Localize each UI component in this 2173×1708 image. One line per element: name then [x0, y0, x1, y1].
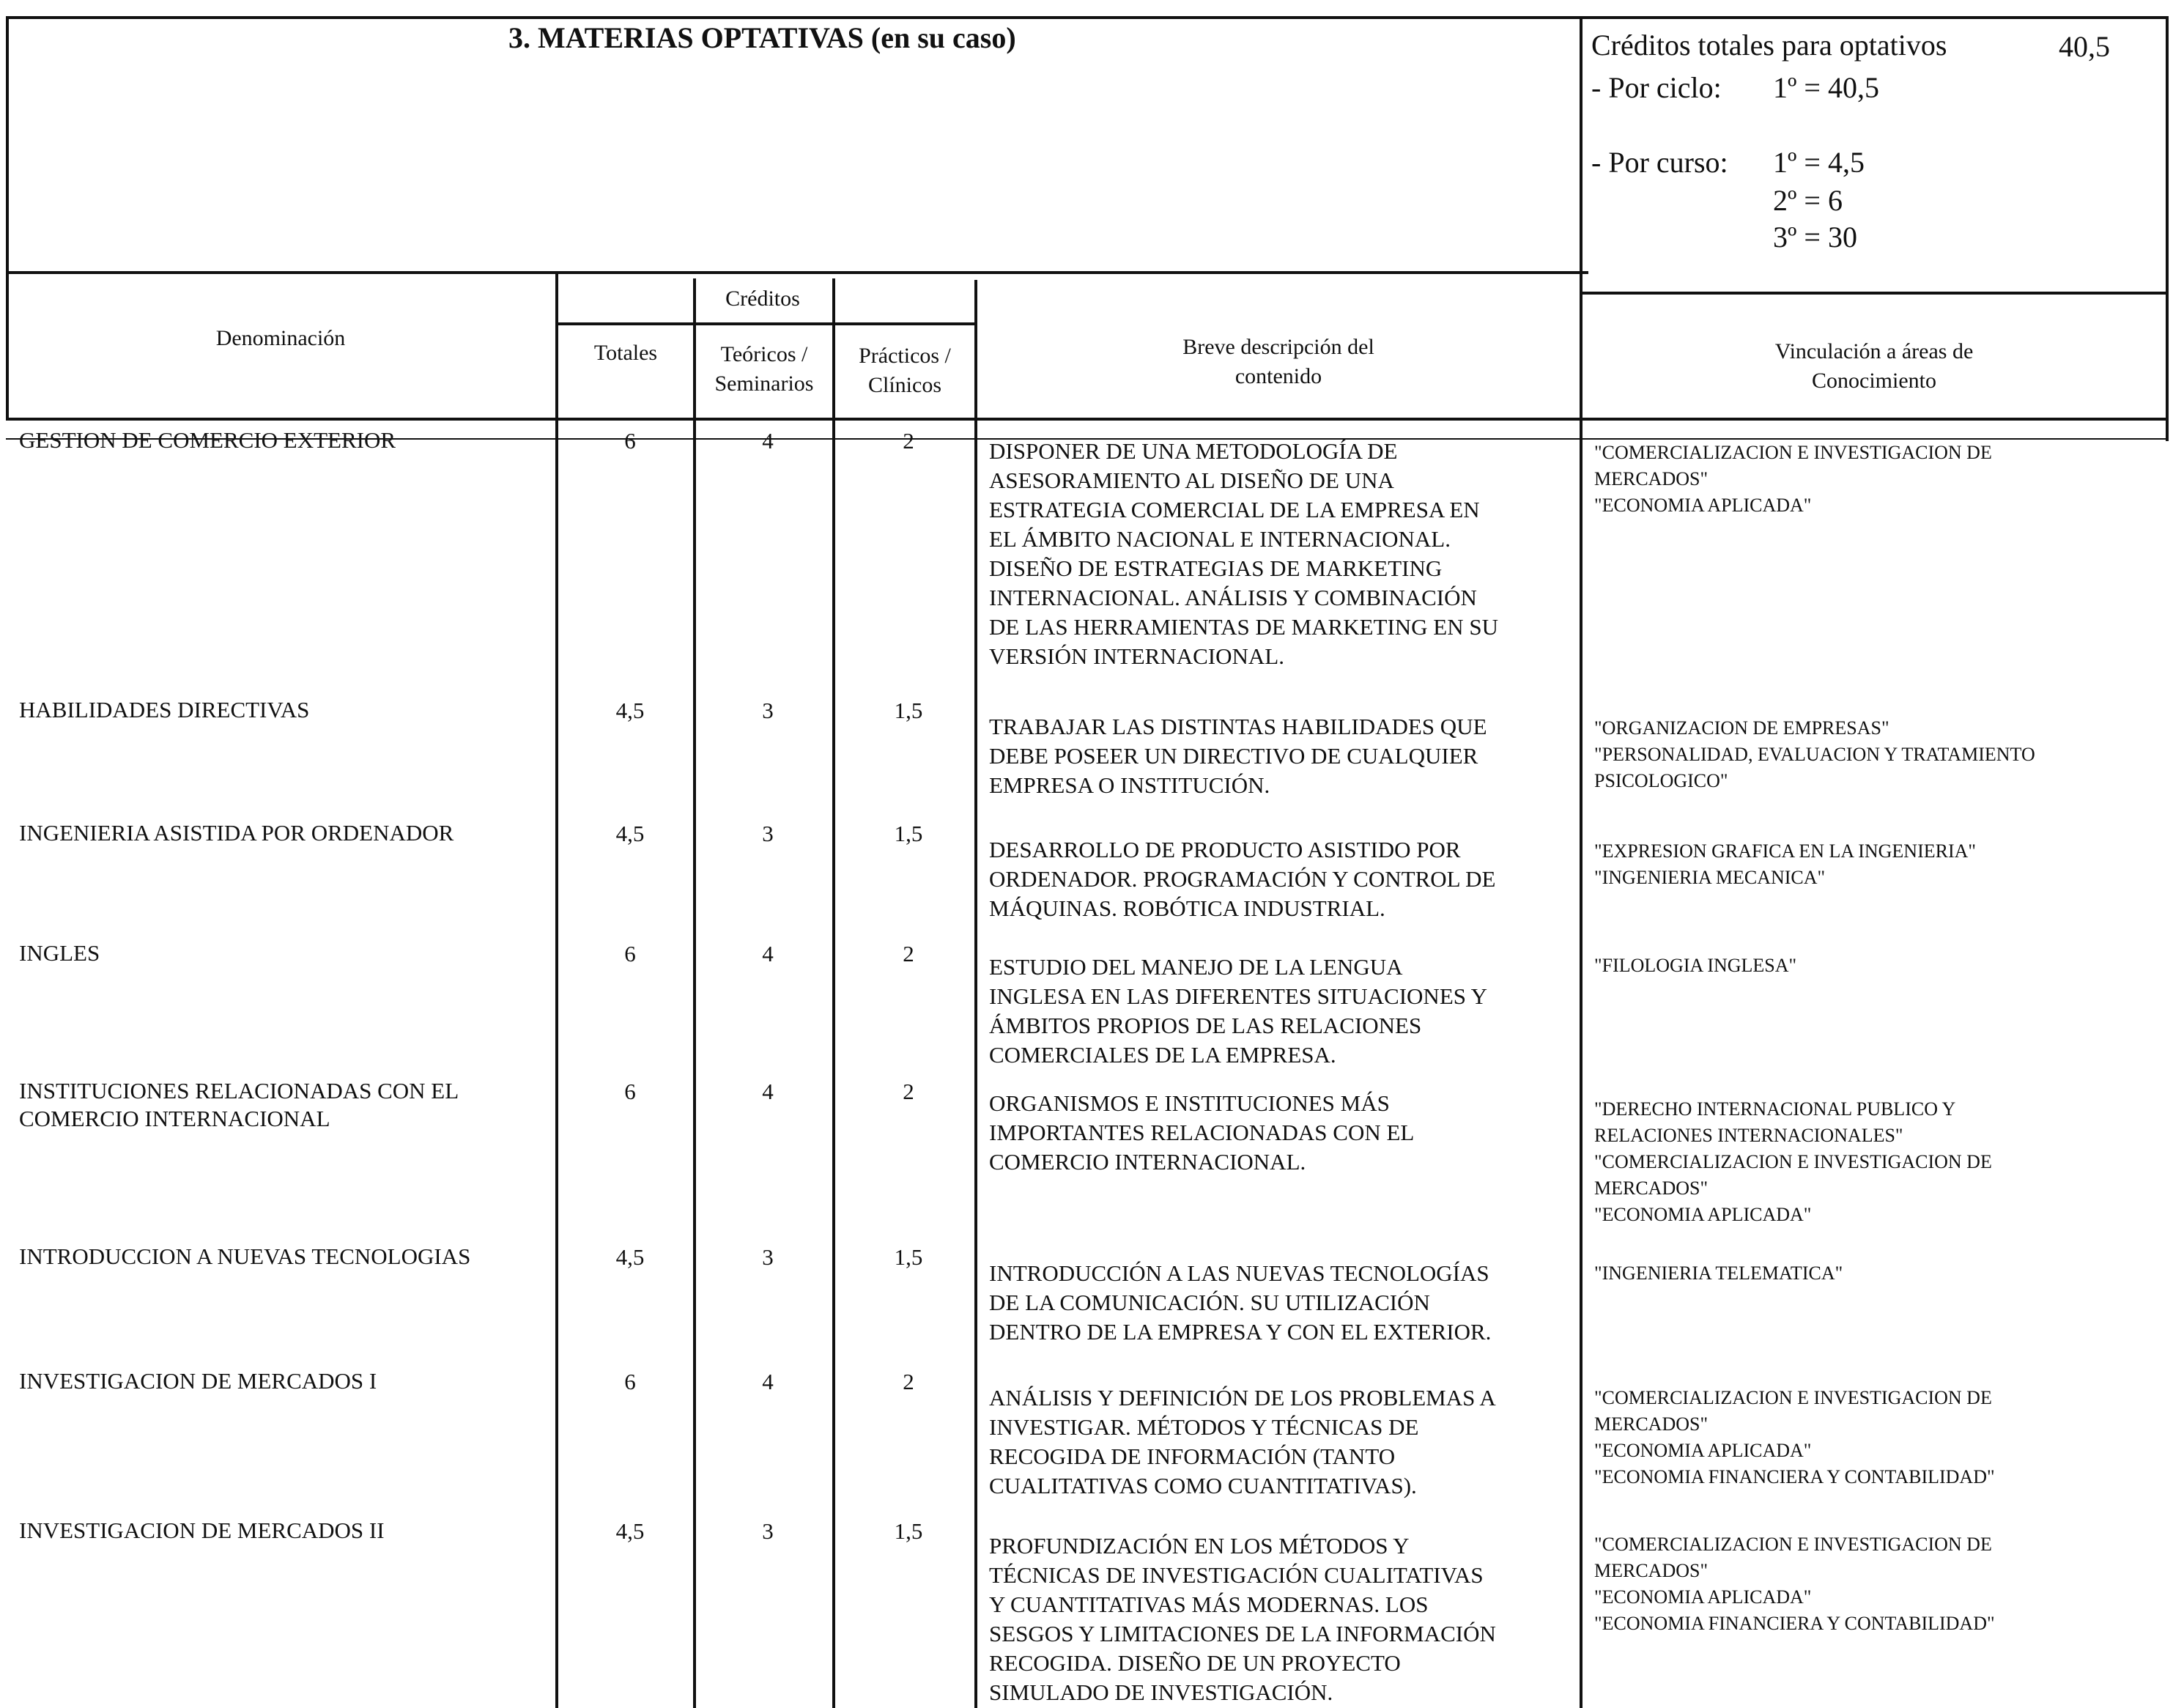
- knowledge-area-line: "ECONOMIA APLICADA": [1594, 1586, 1812, 1608]
- content-description-line: ASESORAMIENTO AL DISEÑO DE UNA: [989, 467, 1394, 493]
- credits-teoricos: 4: [762, 1079, 774, 1104]
- col-header-descripcion-line-2: contenido: [1234, 364, 1322, 388]
- col-header-vinculacion-line-1: Vinculación a áreas de: [1774, 339, 1974, 363]
- credits-teoricos: 4: [762, 941, 774, 966]
- subject-name-line: INGLES: [19, 940, 100, 966]
- credits-teoricos: 3: [762, 1244, 774, 1270]
- col-header-teoricos-line-1: Teóricos /: [720, 342, 808, 366]
- content-description-line: RECOGIDA DE INFORMACIÓN (TANTO: [989, 1443, 1396, 1469]
- col-header-practicos-line-2: Clínicos: [867, 373, 941, 397]
- col-header-denominacion: Denominación: [215, 326, 346, 350]
- content-description-line: ESTRATEGIA COMERCIAL DE LA EMPRESA EN: [989, 497, 1480, 522]
- subject-name: [19, 939, 100, 967]
- table-right-border: [2166, 16, 2169, 441]
- content-description: [989, 953, 1487, 1070]
- knowledge-area-line: "ORGANIZACION DE EMPRESAS": [1594, 717, 1889, 739]
- content-description-line: INGLESA EN LAS DIFERENTES SITUACIONES Y: [989, 983, 1487, 1009]
- content-description-line: DESARROLLO DE PRODUCTO ASISTIDO POR: [989, 837, 1461, 862]
- header-right-bottom-border: [1582, 292, 2169, 295]
- credits-total-value: 40,5: [2059, 30, 2110, 63]
- content-description-line: ORDENADOR. PROGRAMACIÓN Y CONTROL DE: [989, 866, 1496, 892]
- subject-name-line: INTRODUCCION A NUEVAS TECNOLOGIAS: [19, 1243, 471, 1269]
- col-header-practicos-line-1: Prácticos /: [859, 344, 951, 368]
- por-ciclo-label: - Por ciclo:: [1591, 71, 1722, 104]
- credits-teoricos: 4: [762, 1369, 774, 1394]
- credits-totales: 4,5: [615, 1244, 645, 1270]
- credits-totales: 4,5: [615, 1518, 645, 1544]
- knowledge-areas: [1594, 1385, 1995, 1490]
- content-description-line: SIMULADO DE INVESTIGACIÓN.: [989, 1679, 1333, 1705]
- header-bottom-border: [6, 271, 1588, 274]
- knowledge-area-line: "INGENIERIA MECANICA": [1594, 867, 1826, 888]
- content-description-line: COMERCIALES DE LA EMPRESA.: [989, 1042, 1336, 1068]
- knowledge-area-line: PSICOLOGICO": [1594, 770, 1728, 791]
- knowledge-area-line: "ECONOMIA FINANCIERA Y CONTABILIDAD": [1594, 1466, 1995, 1487]
- knowledge-area-line: "COMERCIALIZACION E INVESTIGACION DE: [1594, 1387, 1992, 1408]
- content-description-line: INVESTIGAR. MÉTODOS Y TÉCNICAS DE: [989, 1414, 1419, 1440]
- knowledge-area-line: MERCADOS": [1594, 1413, 1709, 1435]
- content-description-line: ÁMBITOS PROPIOS DE LAS RELACIONES: [989, 1013, 1422, 1038]
- knowledge-area-line: "PERSONALIDAD, EVALUACION Y TRATAMIENTO: [1594, 744, 2035, 765]
- content-description-line: ANÁLISIS Y DEFINICIÓN DE LOS PROBLEMAS A: [989, 1385, 1496, 1411]
- content-description: [989, 1383, 1496, 1501]
- knowledge-areas: [1594, 715, 2035, 794]
- content-description: [989, 1259, 1491, 1347]
- content-description-line: Y CUANTITATIVAS MÁS MODERNAS. LOS: [989, 1591, 1429, 1617]
- credits-practicos: 1,5: [894, 821, 923, 846]
- por-curso-2: 2º = 6: [1773, 184, 1843, 217]
- subject-name: [19, 1367, 377, 1395]
- subject-name: [19, 819, 454, 847]
- knowledge-area-line: "DERECHO INTERNACIONAL PUBLICO Y: [1594, 1098, 1956, 1120]
- col-divider-practicos: [832, 278, 835, 1708]
- col-header-teoricos-line-2: Seminarios: [714, 371, 814, 396]
- subject-name: [19, 1077, 459, 1133]
- content-description-line: DEBE POSEER UN DIRECTIVO DE CUALQUIER: [989, 743, 1478, 769]
- knowledge-area-line: "ECONOMIA FINANCIERA Y CONTABILIDAD": [1594, 1613, 1995, 1634]
- credits-totales: 6: [624, 428, 636, 454]
- knowledge-area-line: "COMERCIALIZACION E INVESTIGACION DE: [1594, 442, 1992, 463]
- content-description-line: PROFUNDIZACIÓN EN LOS MÉTODOS Y: [989, 1533, 1410, 1559]
- content-description-line: VERSIÓN INTERNACIONAL.: [989, 643, 1284, 669]
- credits-totales: 4,5: [615, 698, 645, 723]
- table-top-border: [6, 16, 2169, 19]
- credits-practicos: 2: [903, 428, 914, 454]
- content-description-line: TÉCNICAS DE INVESTIGACIÓN CUALITATIVAS: [989, 1562, 1484, 1588]
- por-curso-label: - Por curso:: [1591, 146, 1728, 179]
- credits-teoricos: 3: [762, 698, 774, 723]
- content-description-line: TRABAJAR LAS DISTINTAS HABILIDADES QUE: [989, 714, 1487, 739]
- subject-name-line: INGENIERIA ASISTIDA POR ORDENADOR: [19, 820, 454, 846]
- content-description-line: EMPRESA O INSTITUCIÓN.: [989, 772, 1270, 798]
- knowledge-area-line: MERCADOS": [1594, 468, 1709, 489]
- knowledge-areas: [1594, 1260, 1843, 1287]
- creditos-divider: [558, 322, 976, 325]
- knowledge-areas: [1594, 1096, 1992, 1228]
- content-description-line: INTERNACIONAL. ANÁLISIS Y COMBINACIÓN: [989, 585, 1477, 610]
- knowledge-area-line: "EXPRESION GRAFICA EN LA INGENIERIA": [1594, 840, 1977, 862]
- content-description-line: CUALITATIVAS COMO CUANTITATIVAS).: [989, 1473, 1417, 1498]
- col-header-totales: Totales: [593, 341, 658, 365]
- content-description-line: INTRODUCCIÓN A LAS NUEVAS TECNOLOGÍAS: [989, 1260, 1489, 1286]
- subject-name-line: GESTION DE COMERCIO EXTERIOR: [19, 427, 396, 453]
- section-title: 3. MATERIAS OPTATIVAS (en su caso): [508, 21, 1016, 54]
- subject-name: [19, 1517, 385, 1545]
- knowledge-area-line: "ECONOMIA APLICADA": [1594, 1440, 1812, 1461]
- subject-name: [19, 696, 309, 724]
- header-divider: [1580, 16, 1582, 1708]
- content-description-line: EL ÁMBITO NACIONAL E INTERNACIONAL.: [989, 526, 1451, 552]
- knowledge-areas: [1594, 953, 1796, 979]
- knowledge-area-line: RELACIONES INTERNACIONALES": [1594, 1125, 1903, 1146]
- credits-practicos: 2: [903, 1079, 914, 1104]
- credits-teoricos: 3: [762, 821, 774, 846]
- knowledge-areas: [1594, 440, 1992, 519]
- subject-name-line: INSTITUCIONES RELACIONADAS CON EL: [19, 1078, 459, 1103]
- content-description-line: ORGANISMOS E INSTITUCIONES MÁS: [989, 1090, 1390, 1116]
- knowledge-areas: [1594, 838, 1976, 891]
- subject-name-line: HABILIDADES DIRECTIVAS: [19, 697, 310, 722]
- content-description-line: SESGOS Y LIMITACIONES DE LA INFORMACIÓN: [989, 1621, 1496, 1646]
- content-description-line: MÁQUINAS. ROBÓTICA INDUSTRIAL.: [989, 895, 1385, 921]
- col-header-practicos: [835, 341, 974, 400]
- credits-practicos: 1,5: [894, 698, 923, 723]
- col-header-descripcion: [977, 333, 1580, 391]
- credits-teoricos: 3: [762, 1518, 774, 1544]
- content-description-line: DE LA COMUNICACIÓN. SU UTILIZACIÓN: [989, 1290, 1430, 1315]
- content-description: [989, 712, 1487, 800]
- col-divider-totales: [555, 273, 558, 1708]
- por-curso-1: 1º = 4,5: [1773, 146, 1865, 179]
- content-description: [989, 835, 1496, 923]
- knowledge-area-line: "ECONOMIA APLICADA": [1594, 1204, 1812, 1225]
- knowledge-area-line: "INGENIERIA TELEMATICA": [1594, 1262, 1843, 1284]
- col-header-vinculacion: [1582, 337, 2166, 396]
- content-description-line: DE LAS HERRAMIENTAS DE MARKETING EN SU: [989, 614, 1499, 640]
- por-curso-3: 3º = 30: [1773, 221, 1857, 254]
- credits-totales: 4,5: [615, 821, 645, 846]
- credits-totales: 6: [624, 1079, 636, 1104]
- col-divider-teoricos: [693, 278, 696, 1708]
- knowledge-area-line: "COMERCIALIZACION E INVESTIGACION DE: [1594, 1534, 1992, 1555]
- knowledge-area-line: "FILOLOGIA INGLESA": [1594, 955, 1797, 976]
- subject-name-line: INVESTIGACION DE MERCADOS II: [19, 1517, 385, 1543]
- col-header-vinculacion-line-2: Conocimiento: [1812, 369, 1936, 393]
- content-description: [989, 1089, 1414, 1177]
- credits-practicos: 1,5: [894, 1518, 923, 1544]
- content-description-line: DISEÑO DE ESTRATEGIAS DE MARKETING: [989, 555, 1443, 581]
- credits-teoricos: 4: [762, 428, 774, 454]
- subject-name-line: INVESTIGACION DE MERCADOS I: [19, 1368, 377, 1394]
- content-description-line: RECOGIDA. DISEÑO DE UN PROYECTO: [989, 1650, 1401, 1676]
- content-description-line: COMERCIO INTERNACIONAL.: [989, 1149, 1306, 1175]
- col-divider-descripcion: [974, 280, 977, 1708]
- subject-name-line: COMERCIO INTERNACIONAL: [19, 1106, 330, 1131]
- credits-total-label: Créditos totales para optativos: [1591, 29, 1947, 62]
- col-header-descripcion-line-1: Breve descripción del: [1182, 335, 1374, 359]
- content-description-line: ESTUDIO DEL MANEJO DE LA LENGUA: [989, 954, 1403, 980]
- subject-name: [19, 1243, 470, 1271]
- content-description-line: DENTRO DE LA EMPRESA Y CON EL EXTERIOR.: [989, 1319, 1492, 1345]
- por-ciclo-value: 1º = 40,5: [1773, 71, 1879, 104]
- credits-totales: 6: [624, 941, 636, 966]
- table-left-border: [6, 16, 9, 421]
- knowledge-areas: [1594, 1531, 1995, 1637]
- content-description-line: DISPONER DE UNA METODOLOGÍA DE: [989, 438, 1398, 464]
- credits-practicos: 2: [903, 941, 914, 966]
- knowledge-area-line: MERCADOS": [1594, 1178, 1709, 1199]
- content-description: [989, 437, 1498, 671]
- col-header-teoricos: [696, 340, 832, 399]
- credits-practicos: 1,5: [894, 1244, 923, 1270]
- credits-totales: 6: [624, 1369, 636, 1394]
- content-description: [989, 1531, 1496, 1707]
- knowledge-area-line: "ECONOMIA APLICADA": [1594, 495, 1812, 516]
- knowledge-area-line: MERCADOS": [1594, 1560, 1709, 1581]
- col-header-creditos: Créditos: [725, 286, 800, 311]
- subject-name: [19, 426, 396, 454]
- content-description-line: IMPORTANTES RELACIONADAS CON EL: [989, 1120, 1415, 1145]
- credits-practicos: 2: [903, 1369, 914, 1394]
- knowledge-area-line: "COMERCIALIZACION E INVESTIGACION DE: [1594, 1151, 1992, 1172]
- column-header-bottom-border: [6, 418, 2169, 421]
